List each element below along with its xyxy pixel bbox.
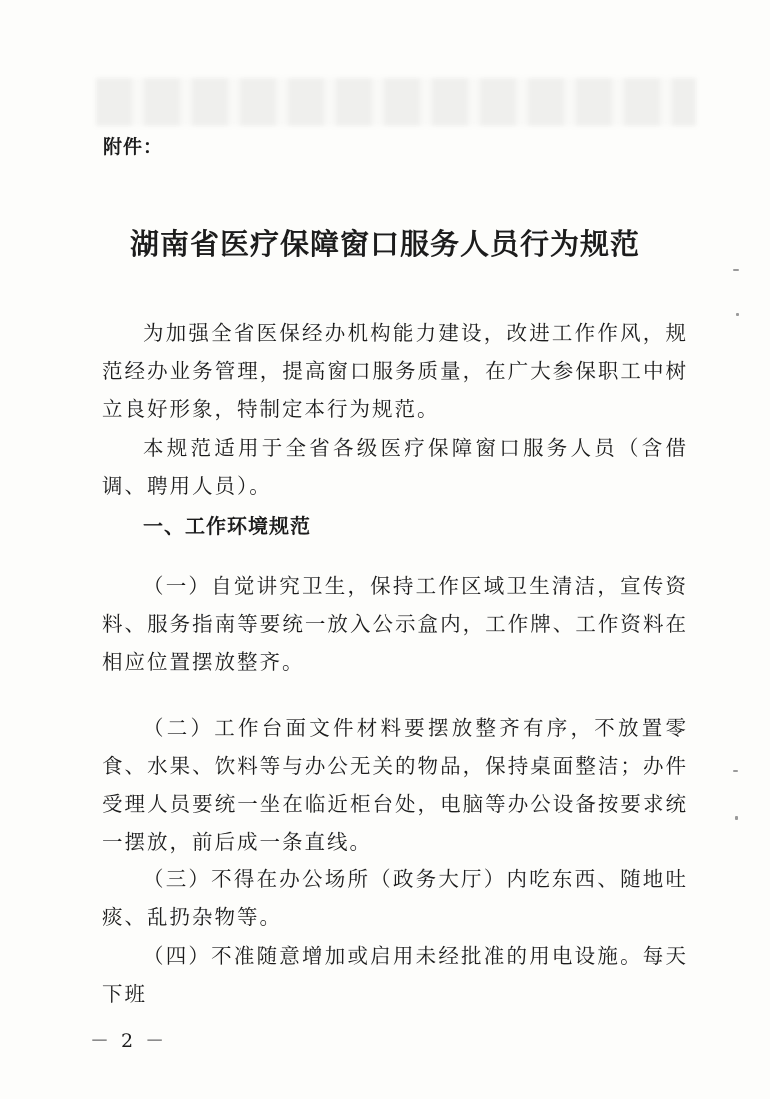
scope-paragraph: 本规范适用于全省各级医疗保障窗口服务人员（含借调、聘用人员）。 [102, 436, 688, 498]
scan-speck [733, 269, 739, 271]
document-title: 湖南省医疗保障窗口服务人员行为规范 [129, 227, 640, 261]
page-number: － 2 － [90, 1030, 168, 1052]
scan-speck [736, 313, 739, 316]
section-heading: 一、工作环境规范 [143, 514, 311, 538]
item-4: （四）不准随意增加或启用未经批准的用电设施。每天下班 [102, 944, 688, 1006]
intro-paragraph: 为加强全省医保经办机构能力建设，改进工作作风，规范经办业务管理，提高窗口服务质量，在广大参保职工中树立良好形象，特制定本行为规范。 [102, 321, 688, 421]
attachment-label: 附件： [103, 136, 164, 158]
item-3: （三）不得在办公场所（政务大厅）内吃东西、随地吐痰、乱扔杂物等。 [102, 867, 688, 929]
item-1: （一）自觉讲究卫生，保持工作区域卫生清洁，宣传资料、服务指南等要统一放入公示盒内，工作牌、工作资料在相应位置摆放整齐。 [102, 574, 688, 674]
scan-speck [733, 770, 738, 772]
bleed-through-header [96, 78, 696, 126]
item-2: （二）工作台面文件材料要摆放整齐有序，不放置零食、水果、饮料等与办公无关的物品，保持桌面整洁；办件受理人员要统一坐在临近柜台处，电脑等办公设备按要求统一摆放，前后成一条直线。 [102, 716, 688, 854]
scan-speck [735, 816, 738, 820]
